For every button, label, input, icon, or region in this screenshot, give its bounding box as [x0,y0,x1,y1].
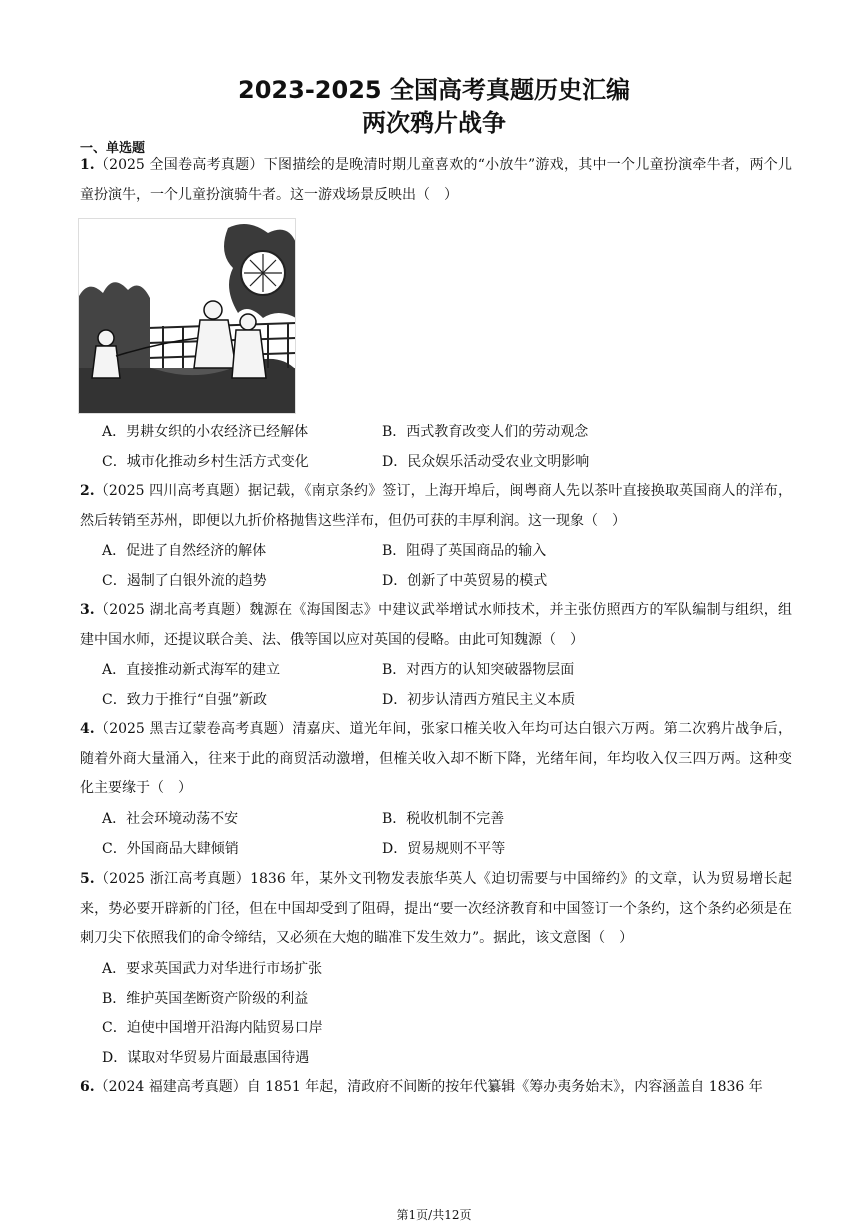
woodblock-illustration [78,218,296,414]
question-source: （2025 黑吉辽蒙卷高考真题） [94,721,293,737]
question-stem: 自 1851 年起，清政府不间断的按年代纂辑《筹办夷务始末》，内容涵盖自 1836 年 [246,1079,763,1095]
option-c[interactable]: C．致力于推行“自强”新政 [102,691,268,708]
option-c[interactable]: C．城市化推动乡村生活方式变化 [102,453,309,470]
question-stem: 魏源在《海国图志》中建议武举增试水师技术，并主张仿照西方的军队编制与组织，组建中国水师，还提议联合美、法、俄等国以应对英国的侵略。由此可知魏源（ ） [80,602,792,648]
question-source: （2024 福建高考真题） [94,1079,247,1095]
option-d[interactable]: D．民众娱乐活动受农业文明影响 [382,453,590,470]
options-4 [102,805,782,864]
question-1 [80,151,792,210]
section-label: 一、单选题 [80,141,146,156]
options-3 [102,656,782,715]
option-b[interactable]: B．维护英国垄断资产阶级的利益 [102,990,309,1007]
question-number: 2. [80,483,95,499]
question-4 [80,715,792,804]
option-a[interactable]: A．要求英国武力对华进行市场扩张 [102,961,323,977]
question-stem: 清嘉庆、道光年间，张家口榷关收入年均可达白银六万两。第二次鸦片战争后，随着外商大量涌入，往来于此的商贸活动激增，但榷关收入却不断下降，光绪年间，年均收入仅三四万两。这种变化主要缘于（ ） [80,721,792,796]
document-title: 2023-2025 全国高考真题历史汇编 [238,76,630,104]
options-1 [102,418,782,477]
question-stem: 据记载，《南京条约》签订，上海开埠后，闽粤商人先以茶叶直接换取英国商人的洋布，然后转销至苏州，即便以九折价格抛售这些洋布，但仍可获的丰厚利润。这一现象（ ） [80,483,792,529]
option-a[interactable]: A．直接推动新式海军的建立 [102,662,281,678]
question-number: 1. [80,157,95,173]
option-a[interactable]: A．促进了自然经济的解体 [102,543,267,559]
question-number: 5. [80,871,95,887]
question-number: 3. [80,602,95,618]
options-5 [102,955,782,1073]
option-a[interactable]: A．男耕女织的小农经济已经解体 [102,424,309,440]
option-c[interactable]: C．迫使中国增开沿海内陆贸易口岸 [102,1020,323,1036]
document-subtitle: 两次鸦片战争 [362,109,506,137]
option-b[interactable]: B．西式教育改变人们的劳动观念 [382,424,589,440]
question-5 [80,865,792,954]
question-stem: 下图描绘的是晚清时期儿童喜欢的“小放牛”游戏，其中一个儿童扮演牵牛者，两个儿童扮演牛，一个儿童扮演骑牛者。这一游戏场景反映出（ ） [80,157,792,203]
question-number: 6. [80,1079,95,1095]
question-6 [80,1073,792,1103]
option-d[interactable]: D．创新了中英贸易的模式 [382,572,548,589]
option-c[interactable]: C．外国商品大肆倾销 [102,840,239,857]
option-b[interactable]: B．税收机制不完善 [382,811,505,827]
page-footer: 第1页/共12页 [396,1208,472,1222]
option-d[interactable]: D．初步认清西方殖民主义本质 [382,691,576,708]
question-source: （2025 湖北高考真题） [94,602,250,618]
question-source: （2025 浙江高考真题） [94,871,251,887]
option-a[interactable]: A．社会环境动荡不安 [102,811,239,827]
question-stem: 1836 年，某外文刊物发表旅华英人《迫切需要与中国缔约》的文章，认为贸易增长起来，势必要开辟新的门径，但在中国却受到了阻碍，提出“要一次经济教育和中国签订一个条约，这个条约必须是在刺刀尖下依照我们的命令缔结，又必须在大炮的瞄准下发生效力”。据此，该文意图（ ） [80,871,792,946]
question-2 [80,477,792,536]
question-number: 4. [80,721,95,737]
option-b[interactable]: B．对西方的认知突破器物层面 [382,662,575,678]
options-2 [102,537,782,596]
option-d[interactable]: D．贸易规则不平等 [382,840,506,857]
option-d[interactable]: D．谋取对华贸易片面最惠国待遇 [102,1049,310,1066]
question-3 [80,596,792,655]
question-source: （2025 全国卷高考真题） [94,157,264,173]
option-c[interactable]: C．遏制了白银外流的趋势 [102,572,267,589]
option-b[interactable]: B．阻碍了英国商品的输入 [382,543,547,559]
question-source: （2025 四川高考真题） [94,483,249,499]
